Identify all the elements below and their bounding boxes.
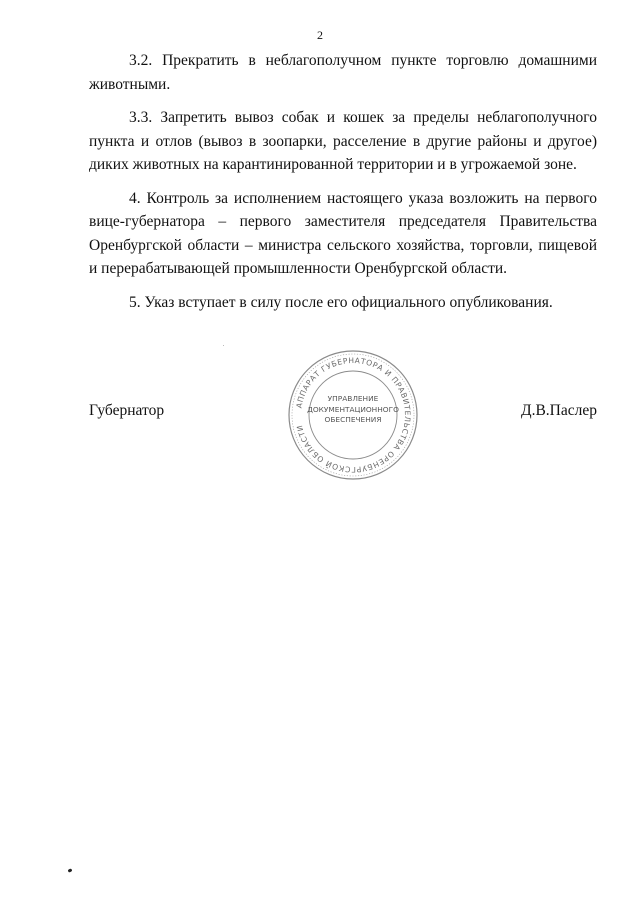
seal-line-1: УПРАВЛЕНИЕ <box>327 394 379 403</box>
paragraph-3-2: 3.2. Прекратить в неблагополучном пункте торговлю домашними животными. <box>89 52 597 93</box>
scan-speck <box>223 345 224 346</box>
seal-line-2: ДОКУМЕНТАЦИОННОГО <box>307 404 399 414</box>
page-number: 2 <box>317 28 323 42</box>
document-body <box>89 49 597 324</box>
seal-ring-text: АППАРАТ ГУБЕРНАТОРА И ПРАВИТЕЛЬСТВА ОРЕНБУРГСКОЙ ОБЛАСТИ <box>294 355 413 475</box>
seal-center-text <box>286 394 420 426</box>
scan-mark <box>68 868 73 872</box>
seal-line-3: ОБЕСПЕЧЕНИЯ <box>324 415 382 424</box>
signatory-title: Губернатор <box>89 402 165 419</box>
official-seal <box>286 348 420 482</box>
paragraph-5: 5. Указ вступает в силу после его официального опубликования. <box>129 293 553 311</box>
paragraph-4: 4. Контроль за исполнением настоящего указа возложить на первого вице-губернатора – первого заместителя председателя Правительства Оренбургской области – министра сельского хозяйства, торговли, пищевой и перерабатывающей промышленности Оренбургской области. <box>89 189 597 277</box>
paragraph-3-3: 3.3. Запретить вывоз собак и кошек за пределы неблагополучного пункта и отлов (вывоз в зоопарки, расселение в другие районы и другое) диких животных на карантинированной территории и в угрожаемой зоне. <box>89 109 597 173</box>
signatory-name: Д.В.Паслер <box>521 402 597 419</box>
